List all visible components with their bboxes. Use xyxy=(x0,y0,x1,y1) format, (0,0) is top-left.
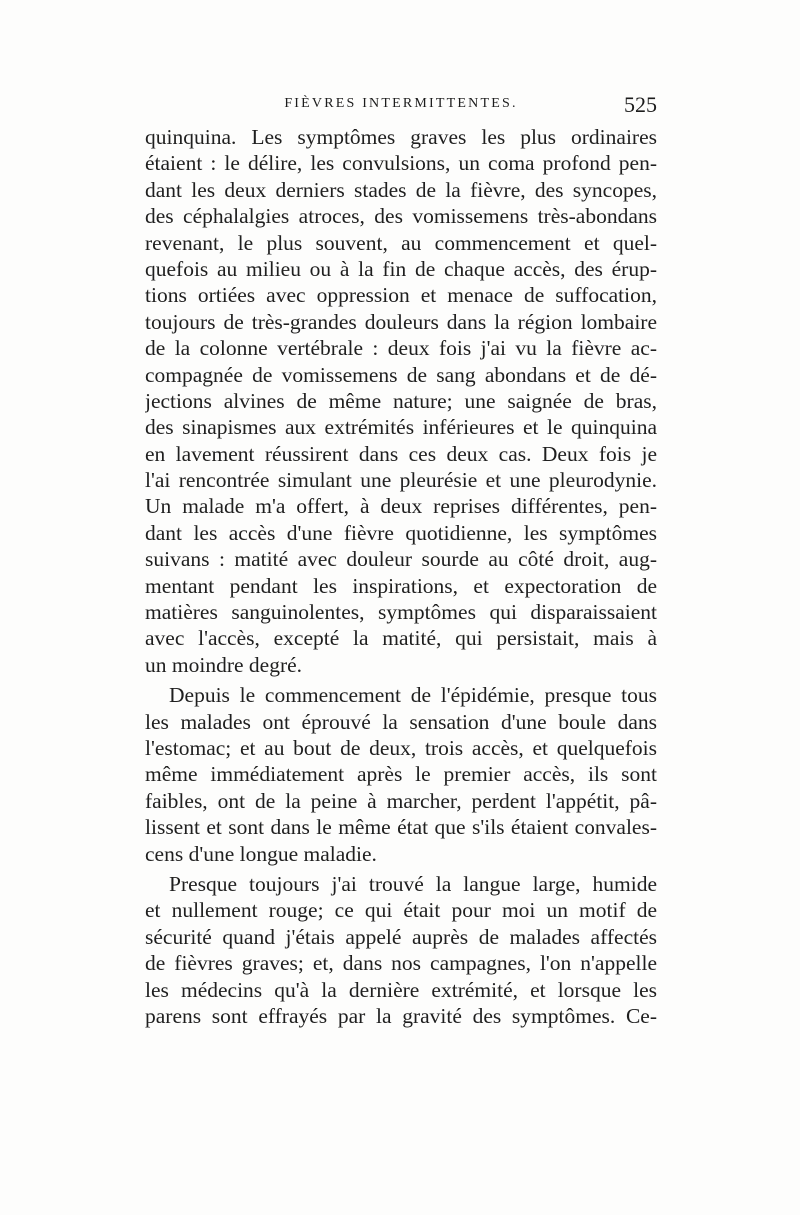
text-line: compagnée de vomissemens de sang abondans et de dé- xyxy=(145,362,657,387)
text-line: avec l'accès, excepté la matité, qui persistait, mais à xyxy=(145,626,657,651)
text-line: quefois au milieu ou à la fin de chaque accès, des érup- xyxy=(145,256,657,281)
text-line: tions ortiées avec oppression et menace de suffocation, xyxy=(145,283,657,308)
page-header xyxy=(145,92,657,122)
text-line: jections alvines de même nature; une saignée de bras, xyxy=(145,388,657,413)
text-line: en lavement réussirent dans ces deux cas. Deux fois je xyxy=(145,441,657,466)
text-line: Depuis le commencement de l'épidémie, presque tous xyxy=(169,683,657,708)
text-line: des sinapismes aux extrémités inférieures et le quinquina xyxy=(145,415,657,440)
paragraph-2 xyxy=(145,682,657,867)
text-line: des céphalalgies atroces, des vomissemens très-abondans xyxy=(145,204,657,229)
text-line: mentant pendant les inspirations, et expectoration de xyxy=(145,573,657,598)
text-line: parens sont effrayés par la gravité des symptômes. Ce- xyxy=(145,1003,657,1028)
text-line: matières sanguinolentes, symptômes qui disparaissaient xyxy=(145,600,657,625)
paragraph-1 xyxy=(145,124,657,678)
text-line: toujours de très-grandes douleurs dans la région lombaire xyxy=(145,309,657,334)
text-line: et nullement rouge; ce qui était pour moi un motif de xyxy=(145,898,657,923)
text-line: étaient : le délire, les convulsions, un coma profond pen- xyxy=(145,151,657,176)
paragraph-3 xyxy=(145,871,657,1029)
text-line: sécurité quand j'étais appelé auprès de malades affectés xyxy=(145,924,657,949)
text-line: faibles, ont de la peine à marcher, perdent l'appétit, pâ- xyxy=(145,788,657,813)
text-line: même immédiatement après le premier accès, ils sont xyxy=(145,762,657,787)
text-line: Un malade m'a offert, à deux reprises différentes, pen- xyxy=(145,494,657,519)
running-title: FIÈVRES INTERMITTENTES. xyxy=(284,96,518,111)
text-line: Presque toujours j'ai trouvé la langue large, humide xyxy=(169,871,657,896)
text-line: un moindre degré. xyxy=(145,652,303,677)
text-line: suivans : matité avec douleur sourde au côté droit, aug- xyxy=(145,547,657,572)
text-line: l'estomac; et au bout de deux, trois accès, et quelquefois xyxy=(145,735,657,760)
text-line: de la colonne vertébrale : deux fois j'ai vu la fièvre ac- xyxy=(145,336,657,361)
text-line: de fièvres graves; et, dans nos campagnes, l'on n'appelle xyxy=(145,951,657,976)
text-line: cens d'une longue maladie. xyxy=(145,841,377,866)
text-line: dant les deux derniers stades de la fièvre, des syncopes, xyxy=(145,177,657,202)
text-line: les médecins qu'à la dernière extrémité, et lorsque les xyxy=(145,977,657,1002)
text-line: l'ai rencontrée simulant une pleurésie et une pleurodynie. xyxy=(145,468,657,493)
page-number: 525 xyxy=(624,92,657,117)
text-line: dant les accès d'une fièvre quotidienne, les symptômes xyxy=(145,520,657,545)
text-line: quinquina. Les symptômes graves les plus ordinaires xyxy=(145,125,657,149)
text-line: les malades ont éprouvé la sensation d'une boule dans xyxy=(145,709,657,734)
text-line: lissent et sont dans le même état que s'ils étaient convales- xyxy=(145,815,657,840)
body-text xyxy=(145,124,657,1029)
text-line: revenant, le plus souvent, au commencement et quel- xyxy=(145,230,657,255)
